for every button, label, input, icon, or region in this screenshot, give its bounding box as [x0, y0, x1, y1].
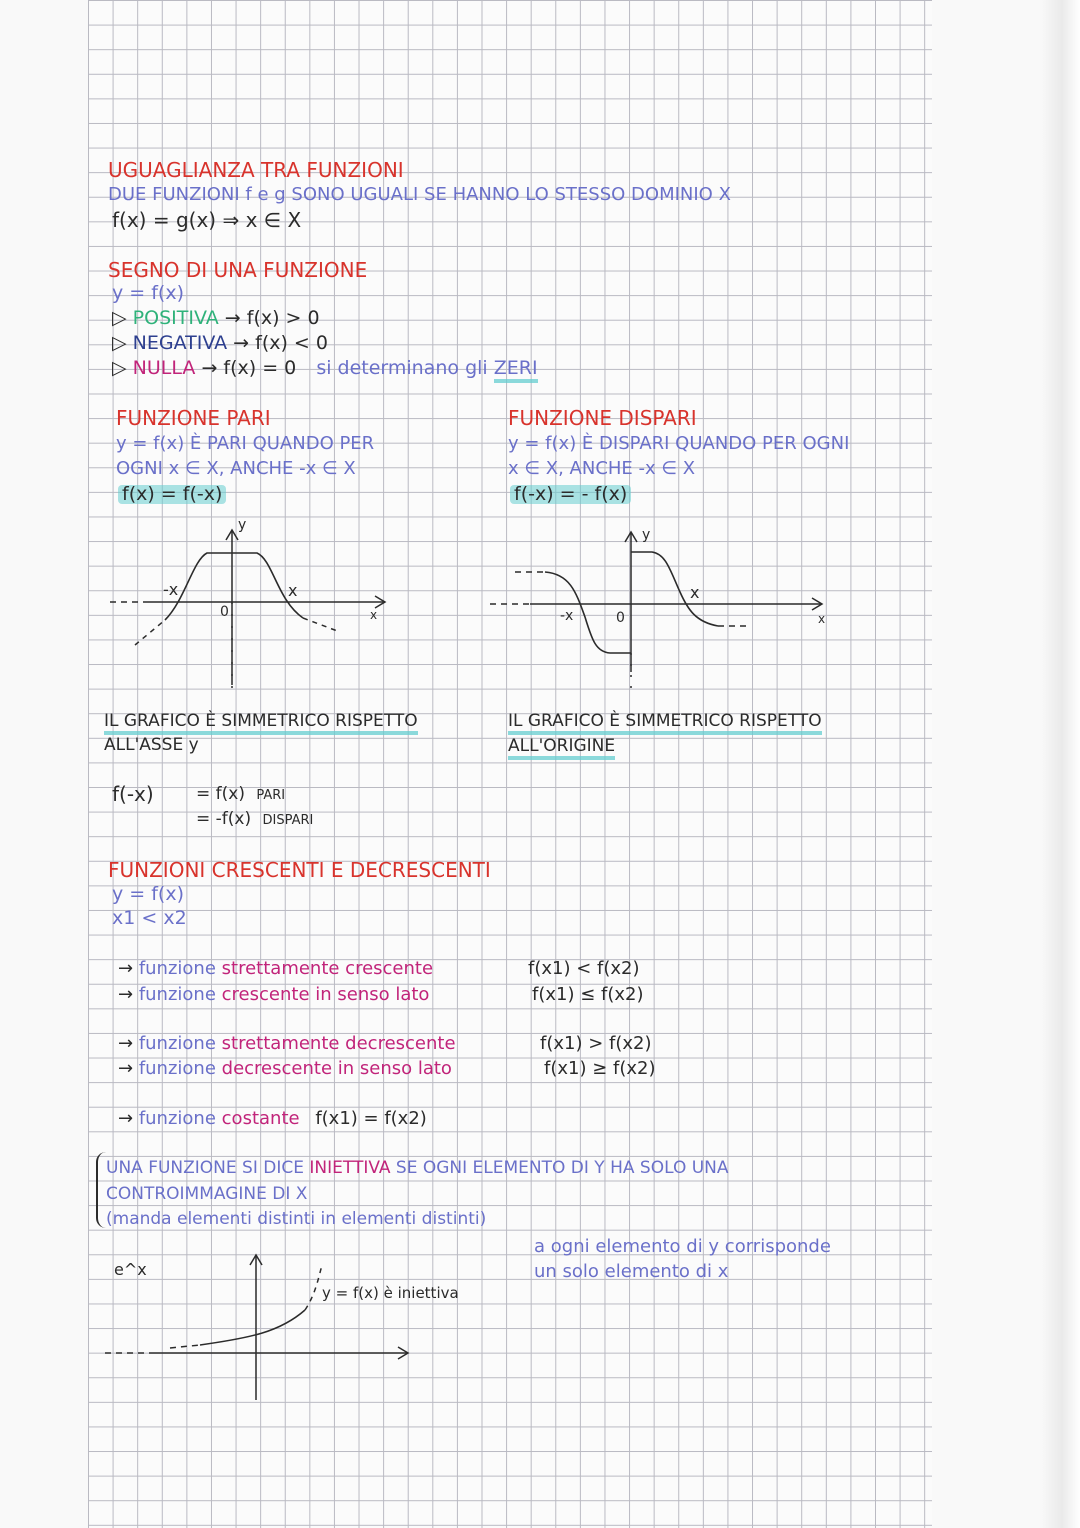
- dispari-caption-2: [508, 738, 615, 755]
- paridispari-lhs: f(-x): [112, 782, 154, 806]
- pari-graph-y-label: y: [238, 517, 247, 533]
- paridispari-tag: PARI: [256, 788, 286, 803]
- even-function-graph: [105, 517, 405, 695]
- iniettiva-note-2: un solo elemento di x: [534, 1261, 729, 1282]
- section-title-segno: SEGNO DI UNA FUNZIONE: [108, 258, 368, 282]
- iniettiva-text: SE OGNI ELEMENTO DI Y HA SOLO UNA: [395, 1158, 729, 1178]
- segno-row-nulla: [112, 359, 538, 378]
- pari-formula: f(x) = f(-x): [118, 485, 226, 504]
- curve-label: y = f(x) è iniettiva: [322, 1284, 459, 1302]
- dispari-caption-2-text: ALL'ORIGINE: [508, 736, 615, 760]
- paridispari-tag: DISPARI: [262, 813, 314, 828]
- pari-graph-origin-label: 0: [220, 604, 229, 620]
- crescenti-item-name: decrescente in senso lato: [221, 1058, 452, 1079]
- crescenti-item-name: strettamente decrescente: [221, 1033, 456, 1054]
- pari-caption-text: IL GRAFICO È SIMMETRICO RISPETTO: [104, 711, 418, 735]
- crescenti-item-relation: f(x1) = f(x2): [315, 1108, 427, 1129]
- arrow-icon: →: [118, 984, 139, 1005]
- dispari-graph-y-label: y: [642, 527, 651, 543]
- bullet-arrow-icon: ▷: [112, 332, 133, 354]
- crescenti-item-prefix: funzione: [138, 984, 216, 1005]
- arrow-icon: →: [118, 1033, 139, 1054]
- dispari-caption-1: [508, 713, 822, 730]
- crescenti-item: [118, 1110, 427, 1128]
- dispari-graph-axis-label: x: [818, 612, 826, 626]
- segno-label: NULLA: [132, 357, 196, 379]
- dispari-graph-neg-x-label: -x: [560, 608, 574, 624]
- crescenti-item: [118, 986, 429, 1004]
- segno-row-negativa: [112, 334, 328, 353]
- crescenti-item-relation: f(x1) < f(x2): [528, 958, 640, 979]
- segno-note: si determinano gli: [316, 357, 488, 379]
- segno-label: POSITIVA: [132, 307, 219, 329]
- iniettiva-line-3: (manda elementi distinti in elementi distinti): [106, 1209, 487, 1229]
- crescenti-item-name: crescente in senso lato: [221, 984, 430, 1005]
- section-title-dispari: FUNZIONE DISPARI: [508, 406, 697, 430]
- segno-relation: f(x) = 0: [223, 357, 297, 379]
- odd-function-graph: [490, 522, 830, 697]
- crescenti-item-prefix: funzione: [138, 1108, 216, 1129]
- crescenti-item-relation: f(x1) ≥ f(x2): [544, 1058, 656, 1079]
- pari-caption-2: ALL'ASSE y: [104, 735, 199, 755]
- pari-desc-2: OGNI x ∈ X, ANCHE -x ∈ X: [116, 458, 356, 479]
- iniettiva-text: UNA FUNZIONE SI DICE: [106, 1158, 304, 1178]
- dispari-graph-origin-label: 0: [616, 610, 625, 626]
- segno-relation: f(x) < 0: [255, 332, 328, 354]
- arrow-icon: →: [224, 307, 247, 329]
- iniettiva-note-1: a ogni elemento di y corrisponde: [534, 1236, 831, 1257]
- bullet-arrow-icon: ▷: [112, 307, 133, 329]
- crescenti-item: [118, 1035, 456, 1053]
- iniettiva-keyword: INIETTIVA: [309, 1158, 391, 1178]
- paridispari-relation: = -f(x): [196, 809, 252, 829]
- crescenti-item-name: strettamente crescente: [221, 958, 434, 979]
- segno-relation: f(x) > 0: [246, 307, 320, 329]
- section-title-crescenti: FUNZIONI CRESCENTI E DECRESCENTI: [108, 858, 491, 882]
- arrow-icon: →: [233, 332, 256, 354]
- iniettiva-line-2: CONTROIMMAGINE DI X: [106, 1184, 308, 1204]
- dispari-graph-x-label: x: [690, 583, 700, 602]
- crescenti-condition: x1 < x2: [112, 907, 187, 929]
- section-title-pari: FUNZIONE PARI: [116, 406, 271, 430]
- bullet-arrow-icon: ▷: [112, 357, 133, 379]
- segno-row-positiva: [112, 309, 320, 328]
- crescenti-item: [118, 960, 433, 978]
- crescenti-item-relation: f(x1) > f(x2): [540, 1033, 652, 1054]
- paridispari-relation: = f(x): [196, 784, 245, 804]
- crescenti-item-name: costante: [221, 1108, 300, 1129]
- pari-graph-axis-label: x: [370, 608, 378, 622]
- pari-caption-1: [104, 713, 418, 730]
- arrow-icon: →: [118, 958, 139, 979]
- crescenti-item-prefix: funzione: [138, 1058, 216, 1079]
- segno-label: NEGATIVA: [132, 332, 228, 354]
- uguaglianza-formula: f(x) = g(x) ⇒ x ∈ X: [112, 208, 302, 232]
- crescenti-function: y = f(x): [112, 883, 185, 905]
- arrow-icon: →: [201, 357, 224, 379]
- dispari-desc-1: y = f(x) È DISPARI QUANDO PER OGNI: [508, 433, 850, 454]
- graph-label-ex: e^x: [114, 1260, 147, 1279]
- section-title-uguaglianza: UGUAGLIANZA TRA FUNZIONI: [108, 158, 404, 182]
- crescenti-item: [118, 1060, 452, 1078]
- arrow-icon: →: [118, 1108, 139, 1129]
- arrow-icon: →: [118, 1058, 139, 1079]
- crescenti-item-prefix: funzione: [138, 958, 216, 979]
- paridispari-row-1: [196, 786, 285, 803]
- segno-function: y = f(x): [112, 282, 185, 304]
- dispari-desc-2: x ∈ X, ANCHE -x ∈ X: [508, 458, 696, 479]
- pari-graph-x-label: x: [288, 581, 298, 600]
- paridispari-row-2: [196, 811, 313, 828]
- crescenti-item-relation: f(x1) ≤ f(x2): [532, 984, 644, 1005]
- dispari-caption-text: IL GRAFICO È SIMMETRICO RISPETTO: [508, 711, 822, 735]
- segno-note-zeri: ZERI: [494, 357, 538, 383]
- pari-graph-neg-x-label: -x: [163, 580, 179, 599]
- dispari-formula: f(-x) = - f(x): [510, 485, 631, 504]
- exponential-graph: [100, 1250, 420, 1410]
- crescenti-item-prefix: funzione: [138, 1033, 216, 1054]
- pari-desc-1: y = f(x) È PARI QUANDO PER: [116, 433, 375, 454]
- iniettiva-line-1: [106, 1160, 729, 1177]
- uguaglianza-definition: DUE FUNZIONI f e g SONO UGUALI SE HANNO LO STESSO DOMINIO X: [108, 184, 731, 205]
